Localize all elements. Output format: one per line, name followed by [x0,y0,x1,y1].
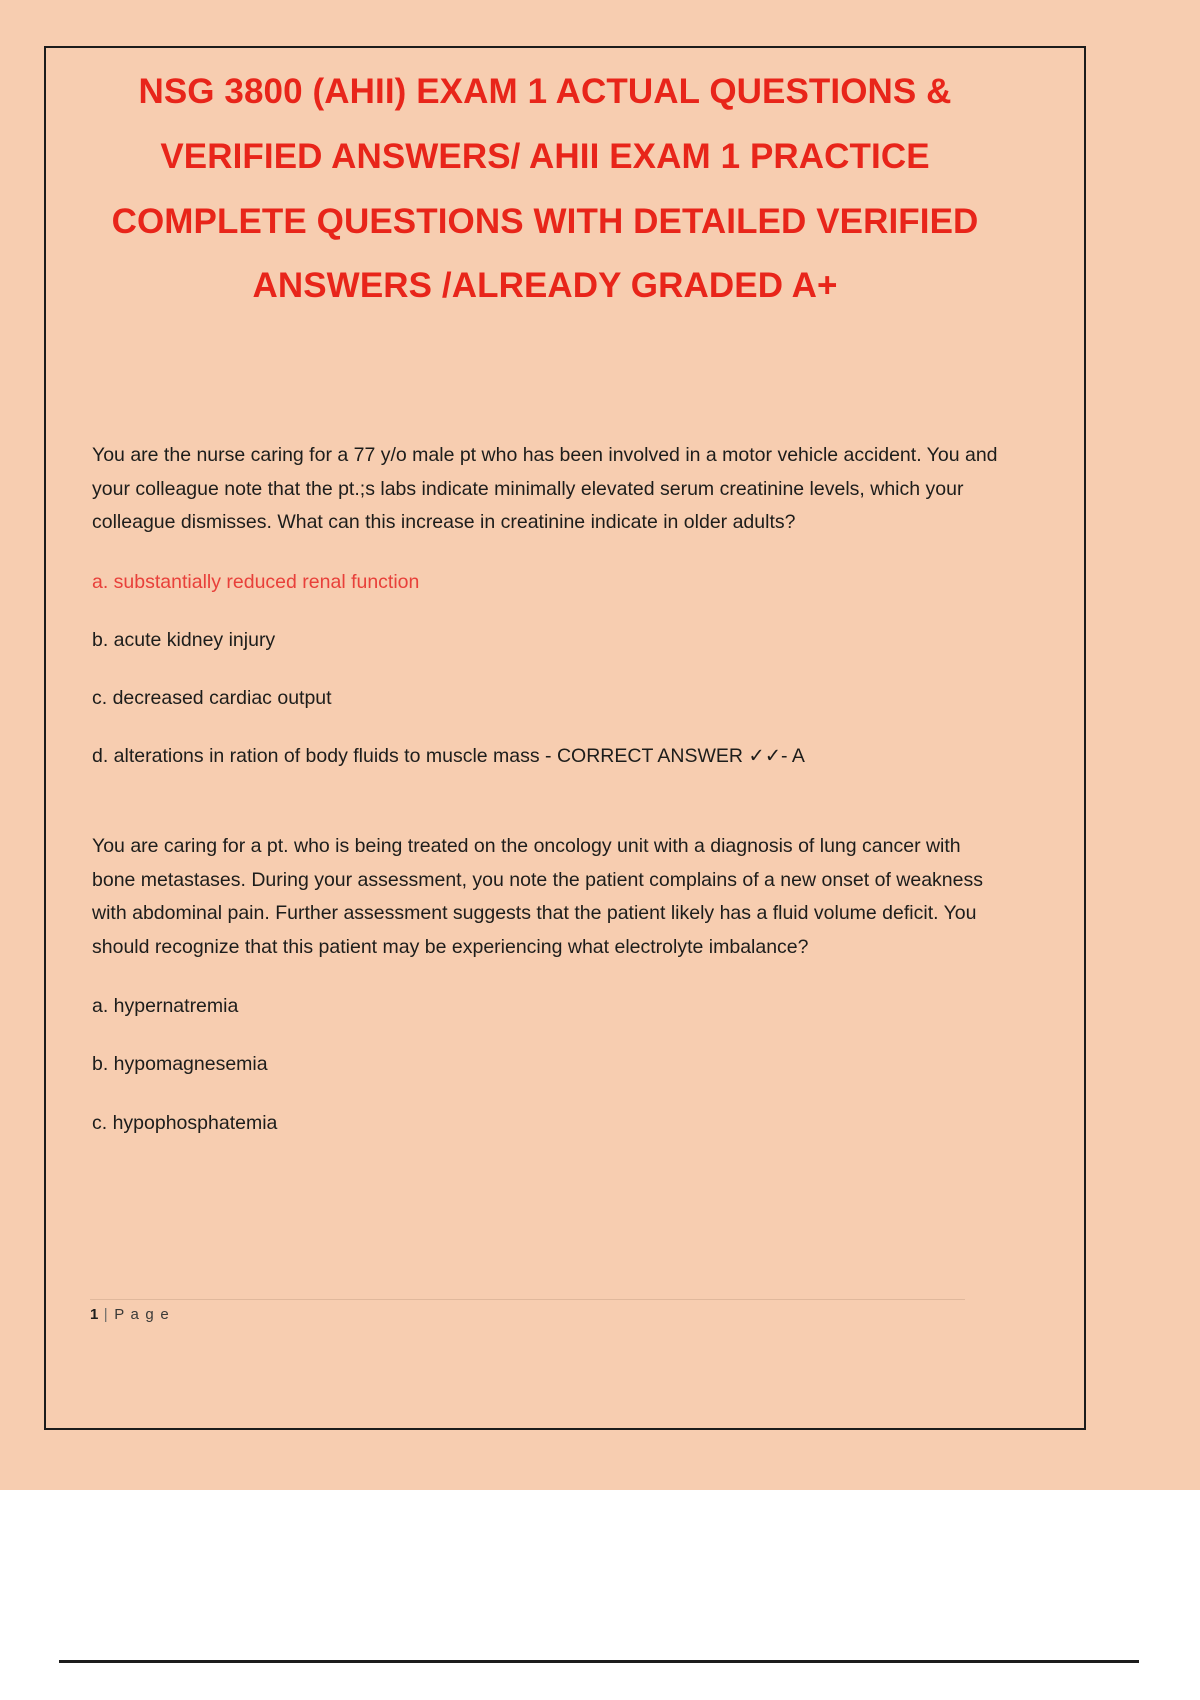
answer-option[interactable]: a. hypernatremia [92,995,239,1018]
question-stem: You are the nurse caring for a 77 y/o male pt who has been involved in a motor vehicle accident. You and your colleague note that the pt.;s labs indicate minimally elevated serum creatinine levels, which your colleague dismisses. What can this increase in creatinine indicate in older adults? [92,444,998,534]
questions-section [90,439,1000,1140]
document-content [90,60,1000,1360]
answer-option[interactable]: d. alterations in ration of body fluids to muscle mass - CORRECT ANSWER ✓✓- A [92,745,805,768]
footer-page-label: P a g e [114,1306,170,1323]
answer-option[interactable]: c. hypophosphatemia [92,1111,278,1134]
question-spacer [92,798,998,830]
answer-option[interactable]: c. decreased cardiac output [92,686,332,709]
footer-page-number: 1 [90,1306,99,1323]
document-title: NSG 3800 (AHII) EXAM 1 ACTUAL QUESTIONS & VERIFIED ANSWERS/ AHII EXAM 1 PRACTICE COMPLETE QUESTIONS WITH DETAILED VERIFIED ANSWERS /ALREADY GRADED A+ [111,72,979,306]
answer-option[interactable]: b. hypomagnesemia [92,1053,268,1076]
footer-separator: | [103,1306,109,1323]
question-stem: You are caring for a pt. who is being treated on the oncology unit with a diagnosis of lung cancer with bone metastases. During your assessment, you note the patient complains of a new onset of weakness with abdominal pain. Further assessment suggests that the patient likely has a fluid volume deficit. You should recognize that this patient may be experiencing what electrolyte imbalance? [92,835,984,958]
next-page-top-edge [59,1660,1139,1663]
page-footer [90,1306,170,1323]
page-gap [0,1490,1200,1700]
answer-option[interactable]: b. acute kidney injury [92,628,276,651]
answer-option[interactable]: a. substantially reduced renal function [92,570,420,593]
footer-divider [90,1299,965,1300]
